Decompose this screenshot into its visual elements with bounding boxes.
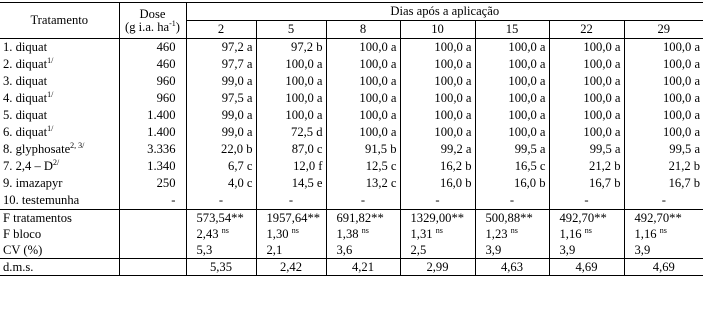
stat-value: 1,23 $^{ns}$: [475, 226, 549, 242]
cell-value: 100,0 a: [663, 125, 701, 140]
dose-header: [119, 3, 186, 39]
stat-label: F tratamentos: [0, 210, 119, 227]
significance-mark: ns: [435, 225, 443, 235]
dose-unit: (g i.a. $ha^{-1}$): [125, 18, 180, 34]
cell-value: -: [326, 192, 400, 210]
treatment-name: 8. glyphosate$^{2, 3/}$: [0, 141, 119, 158]
stat-value: 500,88**: [475, 210, 549, 227]
stat-value: 5,3: [186, 242, 256, 259]
table-row: [0, 73, 703, 90]
cell-value: 100,0 a: [663, 40, 701, 55]
stat-value: 691,82**: [326, 210, 400, 227]
treatment-header: Tratamento: [0, 3, 119, 39]
cell-value: -: [400, 192, 475, 210]
dose-value: 960: [119, 90, 186, 107]
cell-value: 99,2 a: [400, 141, 475, 158]
stat-value: 2,1: [256, 242, 326, 259]
stat-value: 492,70**: [549, 210, 624, 227]
cell-value: 100,0 a: [663, 74, 701, 89]
dose-value: 960: [119, 73, 186, 90]
treatment-name: 6. diquat$^{1/}$: [0, 124, 119, 141]
cell-value: 100,0 a: [475, 124, 549, 141]
dose-value: 3.336: [119, 141, 186, 158]
treatment-name: 7. $2,4 - D^{2/}$: [0, 158, 119, 175]
stat-value: 1329,00**: [400, 210, 475, 227]
cell-value: 100,0 a: [256, 73, 326, 90]
stat-row: [0, 242, 703, 259]
stat-row: [0, 210, 703, 227]
stat-value: 3,9: [634, 242, 651, 257]
stat-value: 3,6: [326, 242, 400, 259]
cell-value: 16,2 b: [400, 158, 475, 175]
stat-value: 1,38 $^{ns}$: [326, 226, 400, 242]
significance-mark: **: [307, 210, 321, 225]
cell-value: 99,5 a: [475, 141, 549, 158]
day-header-22: 22: [549, 21, 624, 39]
cell-value: 99,5 a: [549, 141, 624, 158]
cell-value: 100,0 a: [549, 39, 624, 57]
cell-value: 16,5 c: [475, 158, 549, 175]
cell-value: 100,0 a: [326, 90, 400, 107]
footnote-mark: 1/: [47, 124, 54, 134]
footnote-mark: 2, 3/: [70, 141, 85, 151]
cell-value: 99,0 a: [186, 124, 256, 141]
stat-value: 1,31 $^{ns}$: [400, 226, 475, 242]
cell-value: 6,7 c: [186, 158, 256, 175]
header-row-1: [0, 3, 703, 21]
treatment-name: 10. testemunha: [0, 192, 119, 210]
days-header: Dias após a aplicação: [186, 3, 703, 21]
cell-value: 97,5 a: [186, 90, 256, 107]
cell-value: 72,5 d: [256, 124, 326, 141]
treatment-name: 3. diquat: [0, 73, 119, 90]
dms-value: 4,21: [326, 259, 400, 276]
treatment-name: 9. imazapyr: [0, 175, 119, 192]
significance-mark: ns: [584, 225, 592, 235]
cell-value: -: [256, 192, 326, 210]
cell-value: 21,2 b: [549, 158, 624, 175]
cell-value: -: [475, 192, 549, 210]
dms-label: d.m.s.: [0, 259, 119, 276]
cell-value: 100,0 a: [326, 107, 400, 124]
cell-value: 100,0 a: [400, 39, 475, 57]
stat-row: [0, 226, 703, 242]
significance-mark: **: [669, 210, 682, 225]
cell-value: 97,2 b: [256, 39, 326, 57]
dms-value: 4,63: [475, 259, 549, 276]
dose-value: 1.400: [119, 124, 186, 141]
statistics-rows: [0, 210, 703, 276]
table-row: [0, 141, 703, 158]
stat-label: F bloco: [0, 226, 119, 242]
cell-value: 100,0 a: [549, 124, 624, 141]
cell-value: 22,0 b: [186, 141, 256, 158]
cell-value: 100,0 a: [400, 56, 475, 73]
cell-value: 100,0 a: [475, 73, 549, 90]
table-row: [0, 158, 703, 175]
dms-value: 5,35: [186, 259, 256, 276]
cell-value: 100,0 a: [326, 39, 400, 57]
cell-value: 100,0 a: [475, 39, 549, 57]
table-row: [0, 192, 703, 210]
cell-value: 100,0 a: [400, 107, 475, 124]
dose-value: 250: [119, 175, 186, 192]
table-row: [0, 39, 703, 57]
cell-value: 100,0 a: [326, 73, 400, 90]
dose-value: 460: [119, 56, 186, 73]
dose-value: -: [119, 192, 186, 210]
cell-value: 12,5 c: [326, 158, 400, 175]
stat-value: 3,9: [475, 242, 549, 259]
significance-mark: ns: [510, 225, 518, 235]
cell-value: 99,0 a: [186, 107, 256, 124]
day-header-5: 5: [256, 21, 326, 39]
cell-value: 91,5 b: [326, 141, 400, 158]
stat-value: 1,16 $^{ns}$: [549, 226, 624, 242]
dms-value: 4,69: [624, 259, 703, 276]
day-header-29: 29: [624, 21, 703, 39]
cell-value: 100,0 a: [549, 107, 624, 124]
significance-mark: ns: [221, 225, 229, 235]
cell-value: 100,0 a: [326, 124, 400, 141]
dms-value: 4,69: [549, 259, 624, 276]
stat-value: 1,30 $^{ns}$: [256, 226, 326, 242]
significance-mark: ns: [291, 225, 299, 235]
cell-value: -: [661, 193, 666, 208]
cell-value: 100,0 a: [475, 56, 549, 73]
significance-mark: **: [371, 210, 384, 225]
cell-value: 100,0 a: [256, 56, 326, 73]
cell-value: 100,0 a: [549, 56, 624, 73]
day-header-8: 8: [326, 21, 400, 39]
cell-value: 99,5 a: [669, 142, 701, 157]
dose-value: 1.340: [119, 158, 186, 175]
results-table: [0, 2, 703, 276]
cell-value: 100,0 a: [549, 90, 624, 107]
footnote-mark: 1/: [47, 56, 54, 66]
significance-mark: **: [451, 210, 465, 225]
cell-value: 100,0 a: [400, 90, 475, 107]
significance-mark: ns: [361, 225, 369, 235]
stat-value: 1,16 $^{ns}$: [634, 225, 667, 241]
stat-value: 492,70**: [624, 210, 703, 227]
dms-row: [0, 259, 703, 276]
cell-value: 100,0 a: [663, 108, 701, 123]
dms-value: 2,42: [256, 259, 326, 276]
cell-value: 100,0 a: [549, 73, 624, 90]
stat-value: 2,5: [400, 242, 475, 259]
table-row: [0, 175, 703, 192]
cell-value: 100,0 a: [400, 124, 475, 141]
stat-value: 2,43 $^{ns}$: [186, 226, 256, 242]
table-row: [0, 56, 703, 73]
treatment-name: 1. diquat: [0, 39, 119, 57]
cell-value: 100,0 a: [475, 107, 549, 124]
stat-label: CV (%): [0, 242, 119, 259]
cell-value: 4,0 c: [186, 175, 256, 192]
cell-value: 16,7 b: [549, 175, 624, 192]
cell-value: 100,0 a: [256, 90, 326, 107]
cell-value: 97,7 a: [186, 56, 256, 73]
treatment-rows: [0, 39, 703, 210]
treatment-name: 5. diquat: [0, 107, 119, 124]
significance-mark: **: [520, 210, 533, 225]
stat-value: 3,9: [549, 242, 624, 259]
significance-mark: **: [594, 210, 607, 225]
cell-value: -: [186, 192, 256, 210]
day-header-2: 2: [186, 21, 256, 39]
table-row: [0, 124, 703, 141]
day-header-10: 10: [400, 21, 475, 39]
stat-value: 1957,64**: [256, 210, 326, 227]
table-row: [0, 107, 703, 124]
cell-value: 14,5 e: [256, 175, 326, 192]
significance-mark: ns: [659, 225, 667, 235]
cell-value: 12,0 f: [256, 158, 326, 175]
cell-value: 100,0 a: [256, 107, 326, 124]
cell-value: 16,0 b: [475, 175, 549, 192]
dms-value: 2,99: [400, 259, 475, 276]
significance-mark: **: [231, 210, 244, 225]
treatment-name: 4. diquat$^{1/}$: [0, 90, 119, 107]
cell-value: 13,2 c: [326, 175, 400, 192]
cell-value: 100,0 a: [326, 56, 400, 73]
cell-value: 99,0 a: [186, 73, 256, 90]
dose-label: Dose: [139, 6, 166, 21]
cell-value: 97,2 a: [186, 39, 256, 57]
dose-value: 1.400: [119, 107, 186, 124]
cell-value: 16,0 b: [400, 175, 475, 192]
cell-value: 100,0 a: [475, 90, 549, 107]
cell-value: 100,0 a: [663, 91, 701, 106]
cell-value: 16,7 b: [668, 176, 701, 191]
cell-value: 100,0 a: [400, 73, 475, 90]
footnote-mark: 1/: [47, 90, 54, 100]
table-row: [0, 90, 703, 107]
footnote-mark: 2/: [53, 158, 60, 168]
cell-value: 100,0 a: [663, 57, 701, 72]
cell-value: 87,0 c: [256, 141, 326, 158]
day-header-15: 15: [475, 21, 549, 39]
cell-value: -: [549, 192, 624, 210]
stat-value: 573,54**: [186, 210, 256, 227]
cell-value: 21,2 b: [668, 159, 701, 174]
dose-value: 460: [119, 39, 186, 57]
treatment-name: 2. diquat$^{1/}$: [0, 56, 119, 73]
